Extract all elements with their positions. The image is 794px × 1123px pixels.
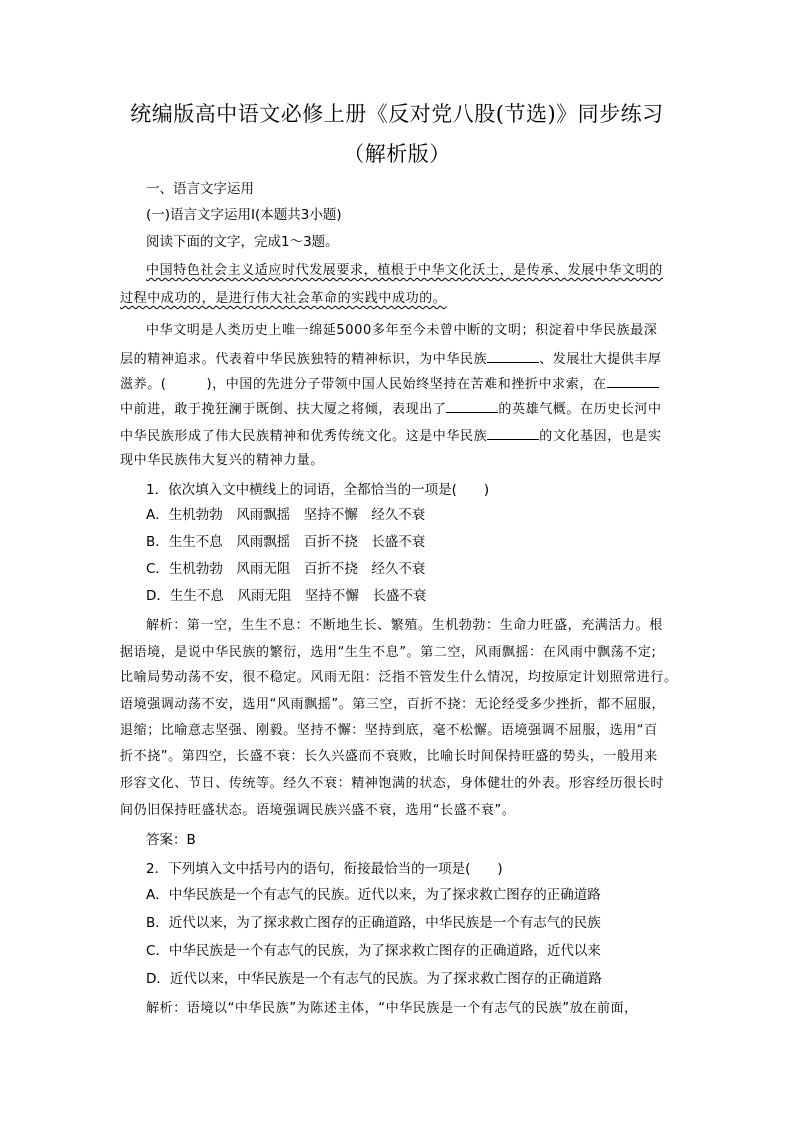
passage-p2-line2: 层的精神追求。代表着中华民族独特的精神标识，为中华民族 、发展壮大提供丰厚	[120, 352, 662, 367]
question-1-stem: 1．依次填入文中横线上的词语，全都恰当的一项是( )	[146, 482, 490, 498]
question-2-option-b: B．近代以来，为了探求救亡图存的正确道路，中华民族是一个有志气的民族	[146, 915, 601, 931]
question-1-analysis-line: 解析：第一空，生生不息：不断地生长、繁殖。生机勃勃：生命力旺盛，充满活力。根	[146, 618, 663, 633]
passage-p2-line1: 中华文明是人类历史上唯一绵延5000多年至今未曾中断的文明；积淀着中华民族最深	[146, 323, 658, 338]
passage-p2-line3: 滋养。( )，中国的先进分子带领中国人民始终坚持在苦难和挫折中求索，在	[120, 375, 650, 394]
question-2-analysis-line: 解析：语境以“中华民族”为陈述主体，“中华民族是一个有志气的民族”放在前面，	[146, 1001, 638, 1016]
question-1-analysis-line: 据语境，是说中华民族的繁衍，选用“生生不息”。第二空，风雨飘摇：在风雨中飘荡不定;	[120, 645, 657, 660]
question-2-option-d: D．近代以来，中华民族是一个有志气的民族。为了探求救亡图存的正确道路	[146, 971, 602, 987]
question-1-analysis-line: 比喻局势动荡不安，很不稳定。风雨无阻：泛指不管发生什么情况，均按原定计划照常进行。	[120, 670, 678, 685]
question-1-answer: 答案：B	[146, 832, 196, 848]
passage-p1-line1	[146, 262, 676, 280]
question-1-analysis-line: 间仍旧保持旺盛状态。语境强调民族兴盛不衰，选用“长盛不衰”。	[120, 803, 516, 818]
question-2-option-a: A．中华民族是一个有志气的民族。近代以来，为了探求救亡图存的正确道路	[146, 887, 601, 903]
sub-heading: (一)语言文字运用Ⅰ(本题共3小题)	[146, 207, 342, 223]
question-1-option-c: C．生机勃勃 风雨无阻 百折不挠 经久不衰	[146, 561, 426, 577]
question-1-analysis-line: 退缩；比喻意志坚强、刚毅。坚持不懈：坚持到底，毫不松懈。语境强调不屈服，选用“百	[120, 723, 658, 738]
section-heading: 一、语言文字运用	[146, 181, 254, 197]
fill-blank-1	[487, 350, 539, 363]
passage-p2-line5: 中华民族形成了伟大民族精神和优秀传统文化。这是中华民族 的文化基因，也是实	[120, 429, 662, 444]
passage-p1-line2	[120, 290, 650, 308]
fill-blank-3	[446, 400, 498, 413]
document-title: 统编版高中语文必修上册《反对党八股(节选)》同步练习	[130, 102, 664, 126]
question-1-analysis-line: 语境强调动荡不安，选用“风雨飘摇”。第三空，百折不挠：无论经受多少挫折，都不屈服，	[120, 697, 666, 712]
passage-p2-line4: 中前进，敢于挽狂澜于既倒、扶大厦之将倾，表现出了 的英雄气概。在历史长河中	[120, 402, 662, 417]
question-1-analysis-line: 折不挠”。第四空，长盛不衰：长久兴盛而不衰败，比喻长时间保持旺盛的势头，一般用来	[120, 749, 658, 764]
question-1-analysis-line: 形容文化、节日、传统等。经久不衰：精神饱满的状态，身体健壮的外表。形容经历很长时	[120, 776, 665, 791]
wavy-underlined-text: 过程中成功的，是进行伟大社会革命的实践中成功的。	[120, 291, 447, 306]
passage-p2-line6: 现中华民族伟大复兴的精神力量。	[120, 453, 325, 468]
document-subtitle: （解析版）	[343, 142, 451, 166]
fill-blank-4	[487, 427, 539, 440]
question-1-option-d: D．生生不息 风雨无阻 坚持不懈 长盛不衰	[146, 588, 427, 604]
fill-blank-2	[607, 375, 659, 388]
question-1-option-a: A．生机勃勃 风雨飘摇 坚持不懈 经久不衰	[146, 507, 426, 523]
question-2-stem: 2．下列填入文中括号内的语句，衔接最恰当的一项是( )	[146, 861, 503, 877]
instruction: 阅读下面的文字，完成1～3题。	[146, 234, 339, 250]
wavy-underlined-text: 中国特色社会主义适应时代发展要求，植根于中华文化沃土，是传承、发展中华文明的	[146, 263, 663, 278]
question-2-option-c: C．中华民族是一个有志气的民族，为了探求救亡图存的正确道路，近代以来	[146, 943, 601, 959]
question-1-option-b: B．生生不息 风雨飘摇 百折不挠 长盛不衰	[146, 534, 426, 550]
